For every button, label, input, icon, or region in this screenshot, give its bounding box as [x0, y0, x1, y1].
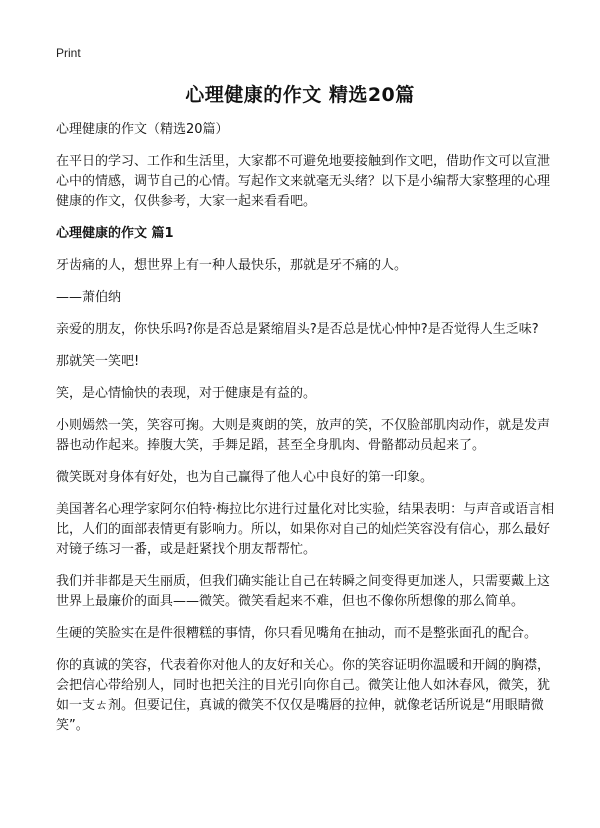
paragraph-4: 笑，是心情愉快的表现，对于健康是有益的。 [56, 386, 317, 401]
article-subtitle: 心理健康的作文（精选20篇） [56, 122, 229, 137]
paragraph-10: 你的真诚的笑容，代表着你对他人的友好和关心。你的笑容证明你温暖和开阔的胸襟，会把信心带给别人，同时也把关注的目光引向你自己。微笑让他人如沐春风，微笑，犹如一支ㄊ剂。但要记住，真诚的微笑不仅仅是嘴唇的拉伸，就像老话所说是“用眼睛微笑”。 [56, 658, 551, 733]
paragraph-2: 亲爱的朋友，你快乐吗?你是否总是紧缩眉头?是否总是忧心忡忡?是否觉得人生乏味? [56, 322, 539, 337]
section-heading: 心理健康的作文 篇1 [56, 226, 174, 241]
paragraph-6: 微笑既对身体有好处，也为自己赢得了他人心中良好的第一印象。 [56, 470, 434, 485]
print-link[interactable]: Print [56, 46, 81, 60]
paragraph-7: 美国著名心理学家阿尔伯特·梅拉比尔进行过量化对比实验，结果表明：与声音或语言相比，人们的面部表情更有影响力。所以，如果你对自己的灿烂笑容没有信心，那么最好对镜子练习一番，或是赶紧找个朋友帮帮忙。 [56, 502, 555, 557]
paragraph-8: 我们并非都是天生丽质，但我们确实能让自己在转瞬之间变得更加迷人，只需要戴上这世界上最廉价的面具——微笑。微笑看起来不难，但也不像你所想像的那么简单。 [56, 574, 551, 609]
article-body [56, 120, 556, 748]
paragraph-9: 生硬的笑脸实在是件很糟糕的事情，你只看见嘴角在抽动，而不是整张面孔的配合。 [56, 626, 538, 641]
intro-paragraph: 在平日的学习、工作和生活里，大家都不可避免地要接触到作文吧，借助作文可以宣泄心中的情感，调节自己的心情。写起作文来就毫无头绪？以下是小编帮大家整理的心理健康的作文，仅供参考，大家一起来看看吧。 [56, 154, 551, 209]
page-title: 心理健康的作文 精选20篇 [185, 84, 415, 106]
quote-attribution: ——萧伯纳 [56, 290, 122, 305]
paragraph-5: 小则嫣然一笑，笑容可掬。大则是爽朗的笑，放声的笑，不仅脸部肌肉动作，就是发声器也动作起来。捧腹大笑，手舞足蹈，甚至全身肌肉、骨骼都动员起来了。 [56, 418, 551, 453]
paragraph-3: 那就笑一笑吧! [56, 354, 140, 369]
paragraph-1: 牙齿痛的人，想世界上有一种人最快乐，那就是牙不痛的人。 [56, 258, 408, 273]
